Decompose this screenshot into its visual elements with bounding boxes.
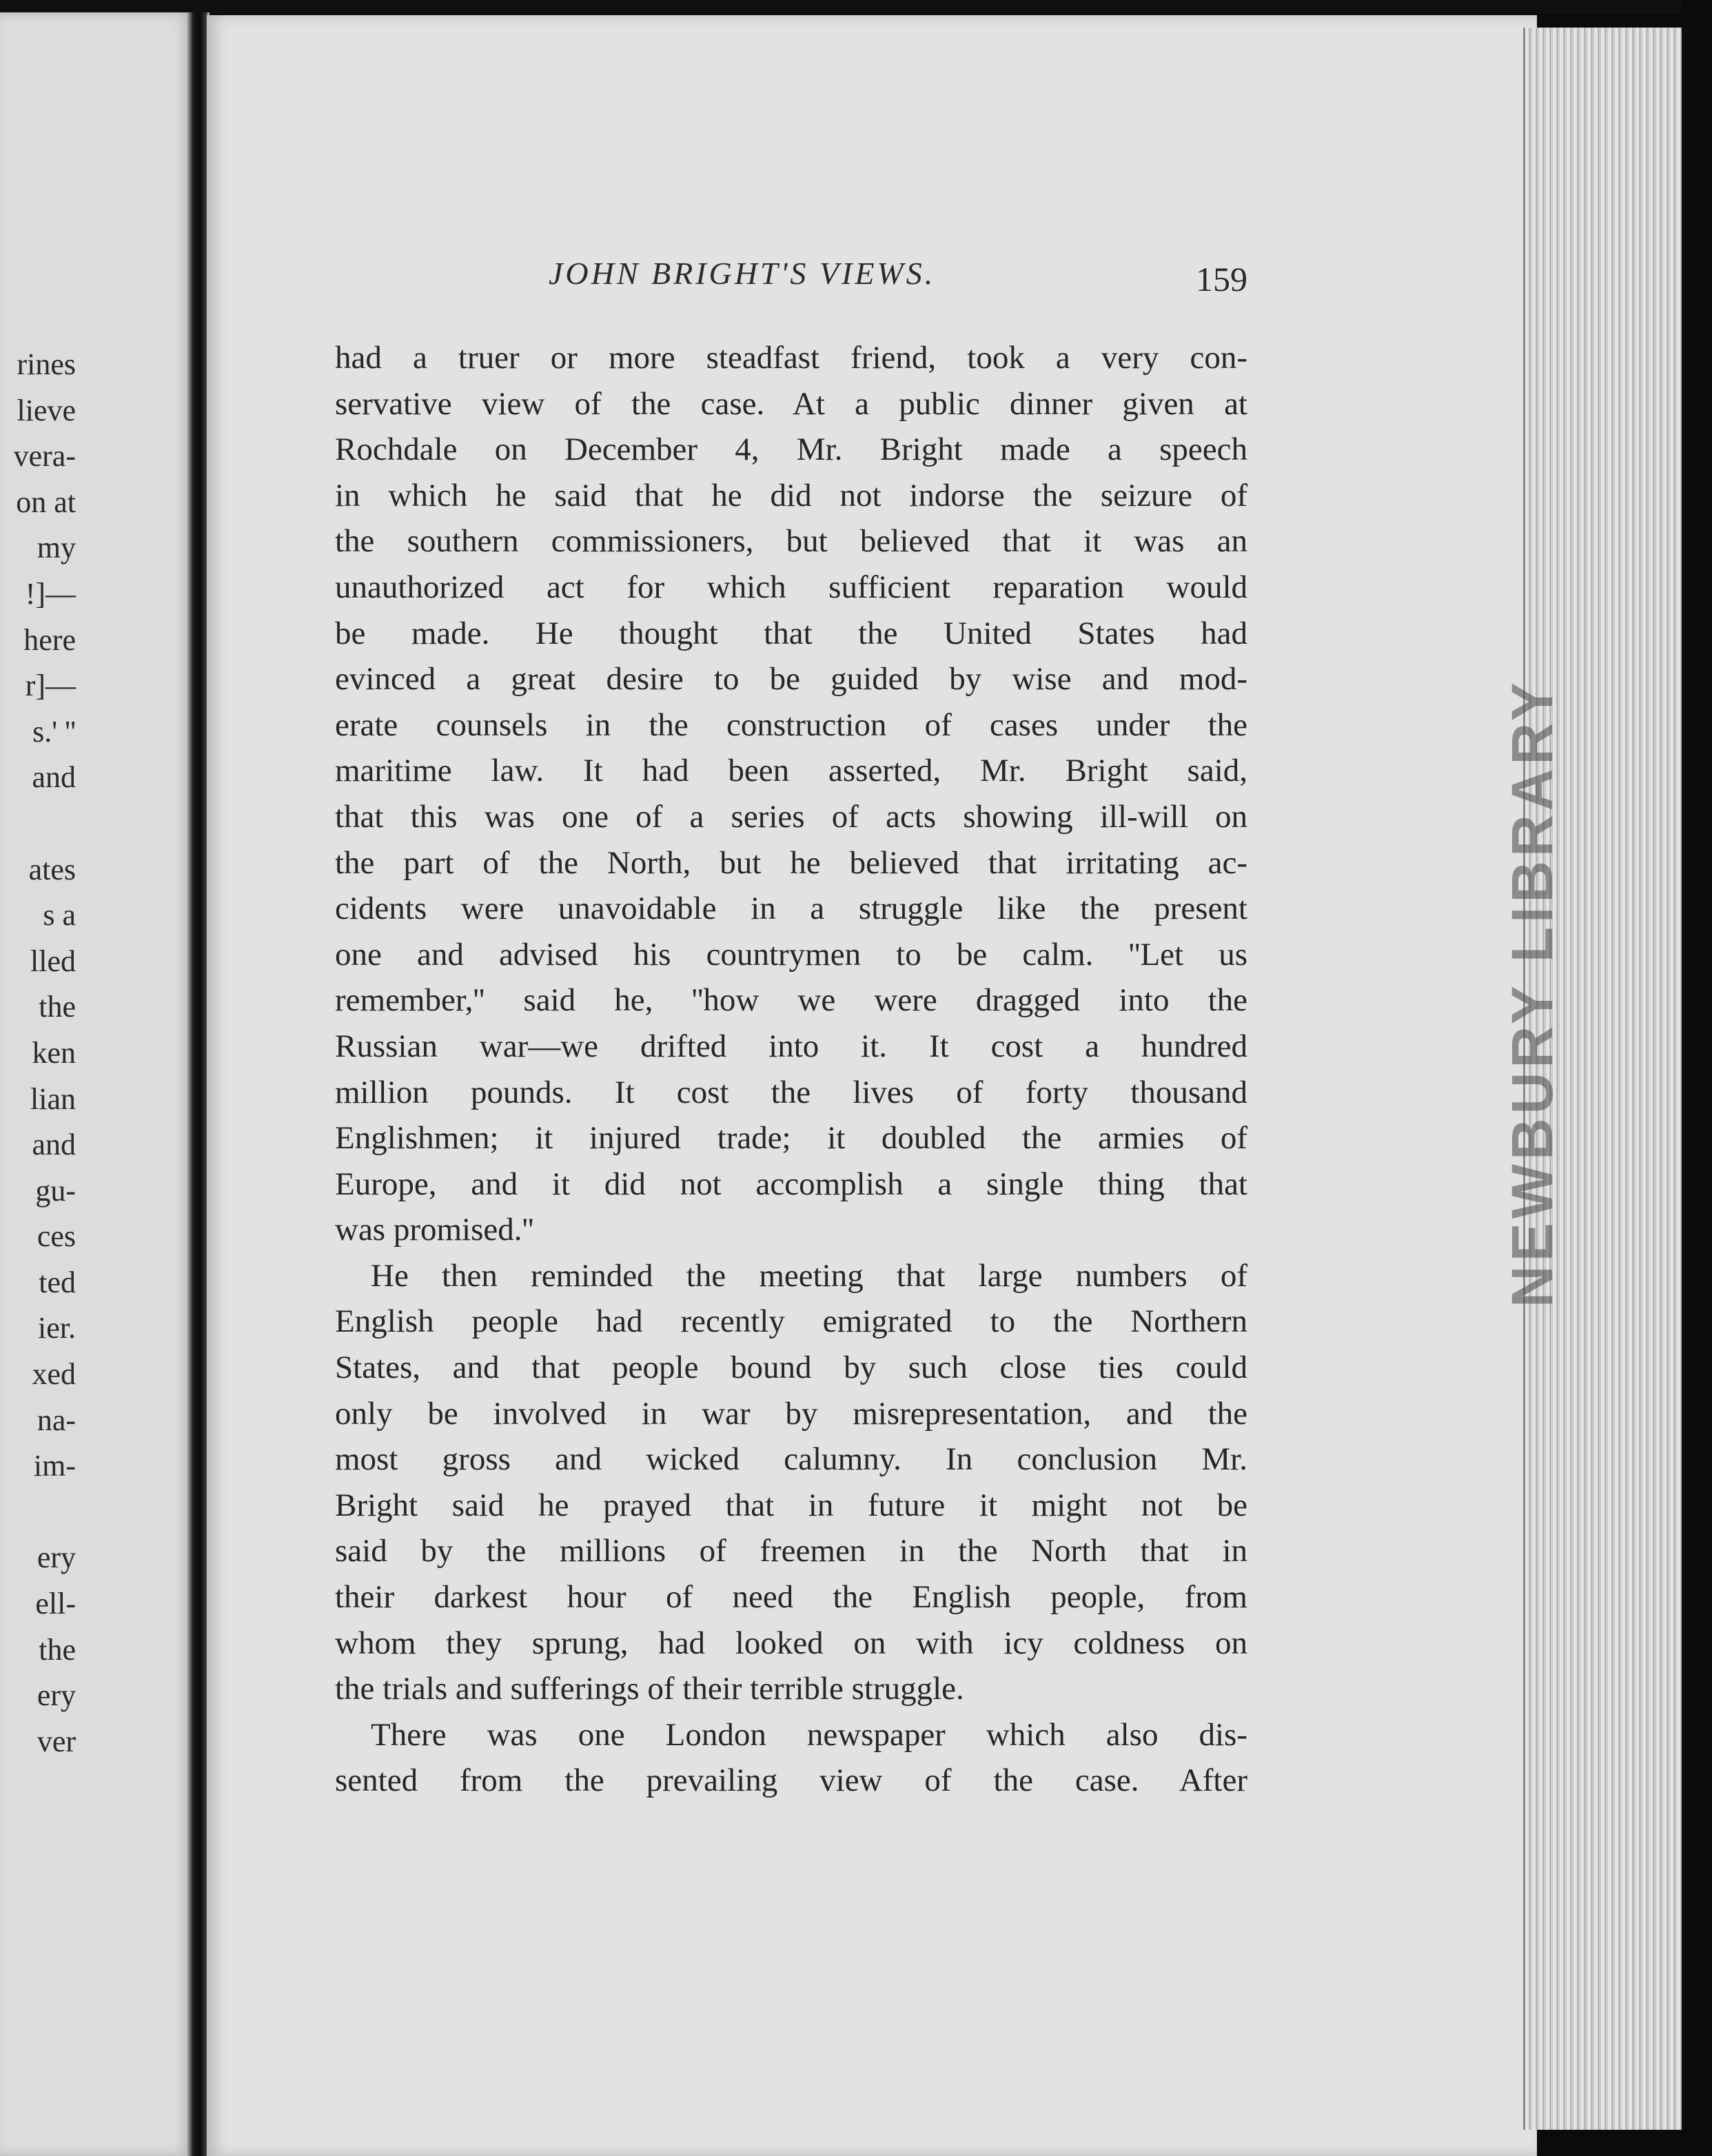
text-line: servative view of the case. At a public dinner given at <box>335 385 1247 422</box>
text-line: erate counsels in the construction of cases under the <box>335 706 1247 743</box>
library-stamp-text: NEWBURY LIBRARY <box>1499 678 1565 1308</box>
scan-right-border <box>1682 0 1712 2156</box>
left-page-fragment <box>0 1489 76 1536</box>
left-page-fragment: ell- <box>35 1587 76 1621</box>
text-line: There was one London newspaper which also dis- <box>371 1716 1247 1753</box>
page-number: 159 <box>1196 260 1247 298</box>
text-line: had a truer or more steadfast friend, took a very con- <box>335 340 1247 376</box>
left-page-fragment: ces <box>37 1219 76 1254</box>
text-line: English people had recently emigrated to the Northern <box>335 1303 1247 1340</box>
left-page-fragment: s a <box>43 898 76 933</box>
text-line: was promised.'' <box>335 1212 534 1248</box>
left-page-fragment: xed <box>32 1357 76 1392</box>
text-line: maritime law. It had been asserted, Mr. Bright said, <box>335 753 1247 789</box>
text-line: be made. He thought that the United States had <box>335 615 1247 651</box>
text-line: only be involved in war by misrepresentation, and the <box>335 1395 1247 1432</box>
text-line: their darkest hour of need the English people, from <box>335 1579 1247 1616</box>
left-page-fragment: ery <box>37 1678 76 1713</box>
left-page-fragment: ver <box>37 1724 76 1758</box>
left-page-fragment: ery <box>37 1540 76 1575</box>
left-page-fragment: the <box>39 1632 76 1667</box>
left-page-fragment: the <box>39 990 76 1024</box>
text-line: the southern commissioners, but believed that it was an <box>335 523 1247 560</box>
left-page-fragment: lian <box>30 1081 76 1116</box>
left-page-fragment: rines <box>17 347 76 381</box>
left-page-fragment: na- <box>37 1403 76 1437</box>
text-line: said by the millions of freemen in the North that in <box>335 1533 1247 1569</box>
text-line: unauthorized act for which sufficient reparation would <box>335 569 1247 605</box>
left-page-fragment: ted <box>39 1265 76 1299</box>
text-line: whom they sprung, had looked on with icy coldness on <box>335 1625 1247 1661</box>
left-page-fragment: ken <box>32 1035 76 1070</box>
text-line: in which he said that he did not indorse the seizure of <box>335 477 1247 513</box>
text-line: Englishmen; it injured trade; it doubled the armies of <box>335 1120 1247 1157</box>
text-line: Rochdale on December 4, Mr. Bright made a speech <box>335 431 1247 468</box>
text-line: that this was one of a series of acts showing ill-will on <box>335 798 1247 835</box>
left-facing-page <box>0 12 192 2156</box>
text-line: the part of the North, but he believed that irritating ac- <box>335 844 1247 881</box>
left-page-fragment: and <box>32 1128 76 1162</box>
text-line: He then reminded the meeting that large numbers of <box>371 1257 1247 1294</box>
text-line: million pounds. It cost the lives of forty thousand <box>335 1074 1247 1110</box>
left-page-fragment: im- <box>33 1449 76 1483</box>
running-head-title: JOHN BRIGHT'S VIEWS. <box>549 256 936 291</box>
scan-top-border <box>0 0 1712 14</box>
left-page-text-fragments <box>0 342 76 1765</box>
left-page-fragment: and <box>32 760 76 795</box>
left-page-fragment <box>0 801 76 847</box>
left-page-fragment: on at <box>16 485 76 519</box>
book-gutter <box>186 12 210 2156</box>
left-page-fragment: s.' '' <box>32 714 76 749</box>
running-head <box>335 255 1247 303</box>
text-line: Europe, and it did not accomplish a single thing that <box>335 1166 1247 1202</box>
left-page-fragment: lieve <box>17 393 76 427</box>
library-stamp <box>1499 678 1565 1308</box>
left-page-fragment: !]— <box>25 576 76 611</box>
left-page-fragment: lled <box>30 944 76 978</box>
text-line: remember,'' said he, ''how we were dragged into the <box>335 982 1247 1019</box>
text-line: States, and that people bound by such close ties could <box>335 1350 1247 1386</box>
text-line: evinced a great desire to be guided by wise and mod- <box>335 661 1247 698</box>
text-line: cidents were unavoidable in a struggle like the present <box>335 891 1247 927</box>
text-line: sented from the prevailing view of the case. After <box>335 1762 1247 1799</box>
text-line: most gross and wicked calumny. In conclusion Mr. <box>335 1441 1247 1478</box>
text-line: Bright said he prayed that in future it might not be <box>335 1487 1247 1523</box>
left-page-fragment: vera- <box>13 439 76 474</box>
text-line: one and advised his countrymen to be calm. ''Let us <box>335 936 1247 973</box>
left-page-fragment: ier. <box>38 1311 76 1345</box>
body-text <box>335 335 1247 1804</box>
left-page-fragment: gu- <box>35 1173 76 1208</box>
left-page-fragment: here <box>23 622 76 657</box>
text-line: the trials and sufferings of their terrible struggle. <box>335 1671 964 1707</box>
left-page-fragment: my <box>37 531 76 565</box>
text-line: Russian war—we drifted into it. It cost a hundred <box>335 1028 1247 1064</box>
left-page-fragment: r]— <box>25 669 76 703</box>
left-page-fragment: ates <box>28 852 76 886</box>
